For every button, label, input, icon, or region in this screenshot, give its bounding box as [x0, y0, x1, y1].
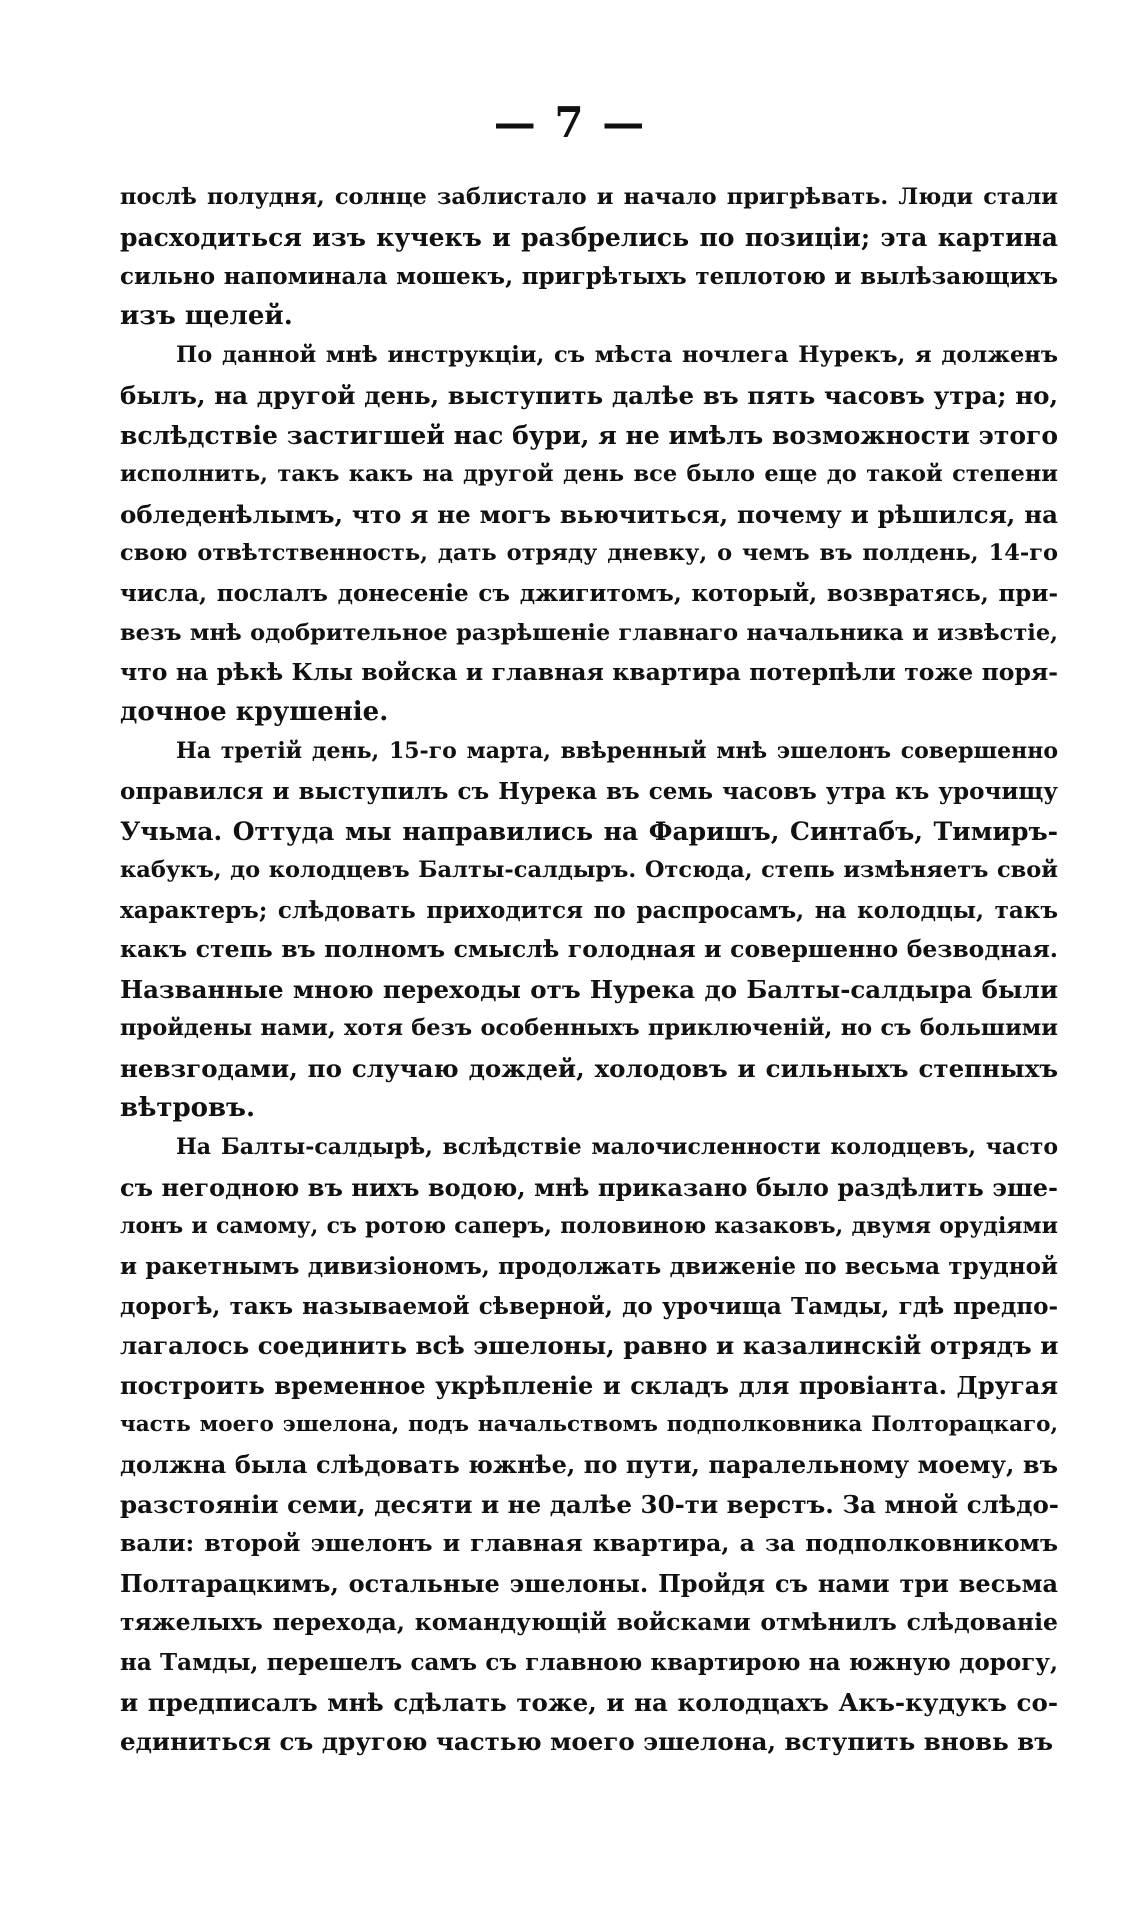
- text-line: везъ мнѣ одобрительное разрѣшеніе главнаго начальника и извѣстіе,: [120, 619, 1058, 646]
- paragraph: [120, 178, 1058, 336]
- text-line: сильно напоминала мошекъ, пригрѣтыхъ теплотою и вылѣзающихъ: [120, 263, 1058, 291]
- text-line: расходиться изъ кучекъ и разбрелись по позиціи; эта картина: [120, 222, 1058, 252]
- text-line: лонъ и самому, съ ротою саперъ, половиною казаковъ, двумя орудіями: [120, 1213, 1058, 1240]
- paragraph: [120, 1128, 1058, 1762]
- text-line: числа, послалъ донесеніе съ джигитомъ, который, возвратясь, при-: [120, 579, 1058, 607]
- text-line: Учьма. Оттуда мы направились на Фаришъ, Синтабъ, Тимиръ-: [120, 816, 1058, 846]
- paragraph: [120, 732, 1058, 1128]
- text-line: и предписалъ мнѣ сдѣлать тоже, и на колодцахъ Акъ-кудукъ со-: [120, 1687, 1058, 1717]
- text-line: лагалось соединить всѣ эшелоны, равно и казалинскій отрядъ и: [120, 1331, 1059, 1361]
- text-line: На Балты-салдырѣ, вслѣдствіе малочисленности колодцевъ, часто: [176, 1134, 1058, 1161]
- text-line: На третій день, 15-го марта, ввѣренный мнѣ эшелонъ совершенно: [176, 738, 1058, 765]
- text-line: должна была слѣдовать южнѣе, по пути, паралельному моему, въ: [120, 1450, 1058, 1479]
- text-line: послѣ полудня, солнце заблистало и начало пригрѣвать. Люди стали: [120, 184, 1058, 210]
- text-line: тяжелыхъ перехода, командующій войсками отмѣнилъ слѣдованіе: [120, 1608, 1058, 1637]
- text-line: невзгодами, по случаю дождей, холодовъ и сильныхъ степныхъ: [120, 1054, 1058, 1084]
- text-line: вслѣдствіе застигшей нас бури, я не имѣлъ возможности этого: [120, 420, 1058, 450]
- text-line: Названные мною переходы отъ Нурека до Балты-салдыра были: [120, 974, 1058, 1004]
- text-line: съ негодною въ нихъ водою, мнѣ приказано было раздѣлить эше-: [120, 1172, 1058, 1202]
- text-line: обледенѣлымъ, что я не могъ вьючиться, почему и рѣшился, на: [120, 499, 1058, 529]
- paragraph: [120, 336, 1058, 732]
- text-line: вѣтровъ.: [120, 1092, 256, 1123]
- text-line: Полтарацкимъ, остальные эшелоны. Пройдя съ нами три весьма: [120, 1568, 1058, 1598]
- text-line: разстояніи семи, десяти и не далѣе 30-ти верстъ. За мной слѣдо-: [120, 1489, 1059, 1519]
- text-line: единиться съ другою частью моего эшелона, вступить вновь въ: [120, 1727, 1054, 1757]
- text-line: характеръ; слѣдовать приходится по распросамъ, на колодцы, такъ: [120, 896, 1058, 924]
- text-line: оправился и выступилъ съ Нурека въ семь часовъ утра къ урочищу: [120, 777, 1058, 805]
- text-line: и ракетнымъ дивизіономъ, продолжать движеніе по весьма трудной: [120, 1253, 1058, 1281]
- text-line: свою отвѣтственность, дать отряду дневку, о чемъ въ полдень, 14-го: [120, 540, 1058, 567]
- text-line: дочное крушеніе.: [120, 696, 389, 727]
- text-line: По данной мнѣ инструкціи, съ мѣста ночлега Нурекъ, я долженъ: [176, 342, 1058, 369]
- text-line: кабукъ, до колодцевъ Балты-салдыръ. Отсюда, степь измѣняетъ свой: [120, 857, 1058, 884]
- text-line: дорогѣ, такъ называемой сѣверной, до урочища Тамды, гдѣ предпо-: [120, 1292, 1058, 1320]
- text-line: вали: второй эшелонъ и главная квартира, а за подполковникомъ: [120, 1529, 1058, 1558]
- page-number: — 7 —: [493, 98, 647, 147]
- text-line: построить временное укрѣпленіе и складъ для провіанта. Другая: [120, 1370, 1058, 1400]
- text-line: исполнить, такъ какъ на другой день все было еще до такой степени: [120, 461, 1058, 488]
- text-line: что на рѣкѣ Клы войска и главная квартира потерпѣли тоже поря-: [120, 658, 1058, 687]
- text-line: изъ щелей.: [120, 300, 293, 331]
- text-line: былъ, на другой день, выступить далѣе въ пять часовъ утра; но,: [120, 380, 1058, 410]
- text-line: какъ степь въ полномъ смыслѣ голодная и совершенно безводная.: [120, 935, 1058, 964]
- text-line: часть моего эшелона, подъ начальствомъ подполковника Полторацкаго,: [120, 1412, 1058, 1438]
- text-body: [120, 178, 1058, 1762]
- text-line: на Тамды, перешелъ самъ съ главною квартирою на южную дорогу,: [120, 1648, 1058, 1676]
- text-line: пройдены нами, хотя безъ особенныхъ приключеній, но съ большими: [120, 1015, 1058, 1042]
